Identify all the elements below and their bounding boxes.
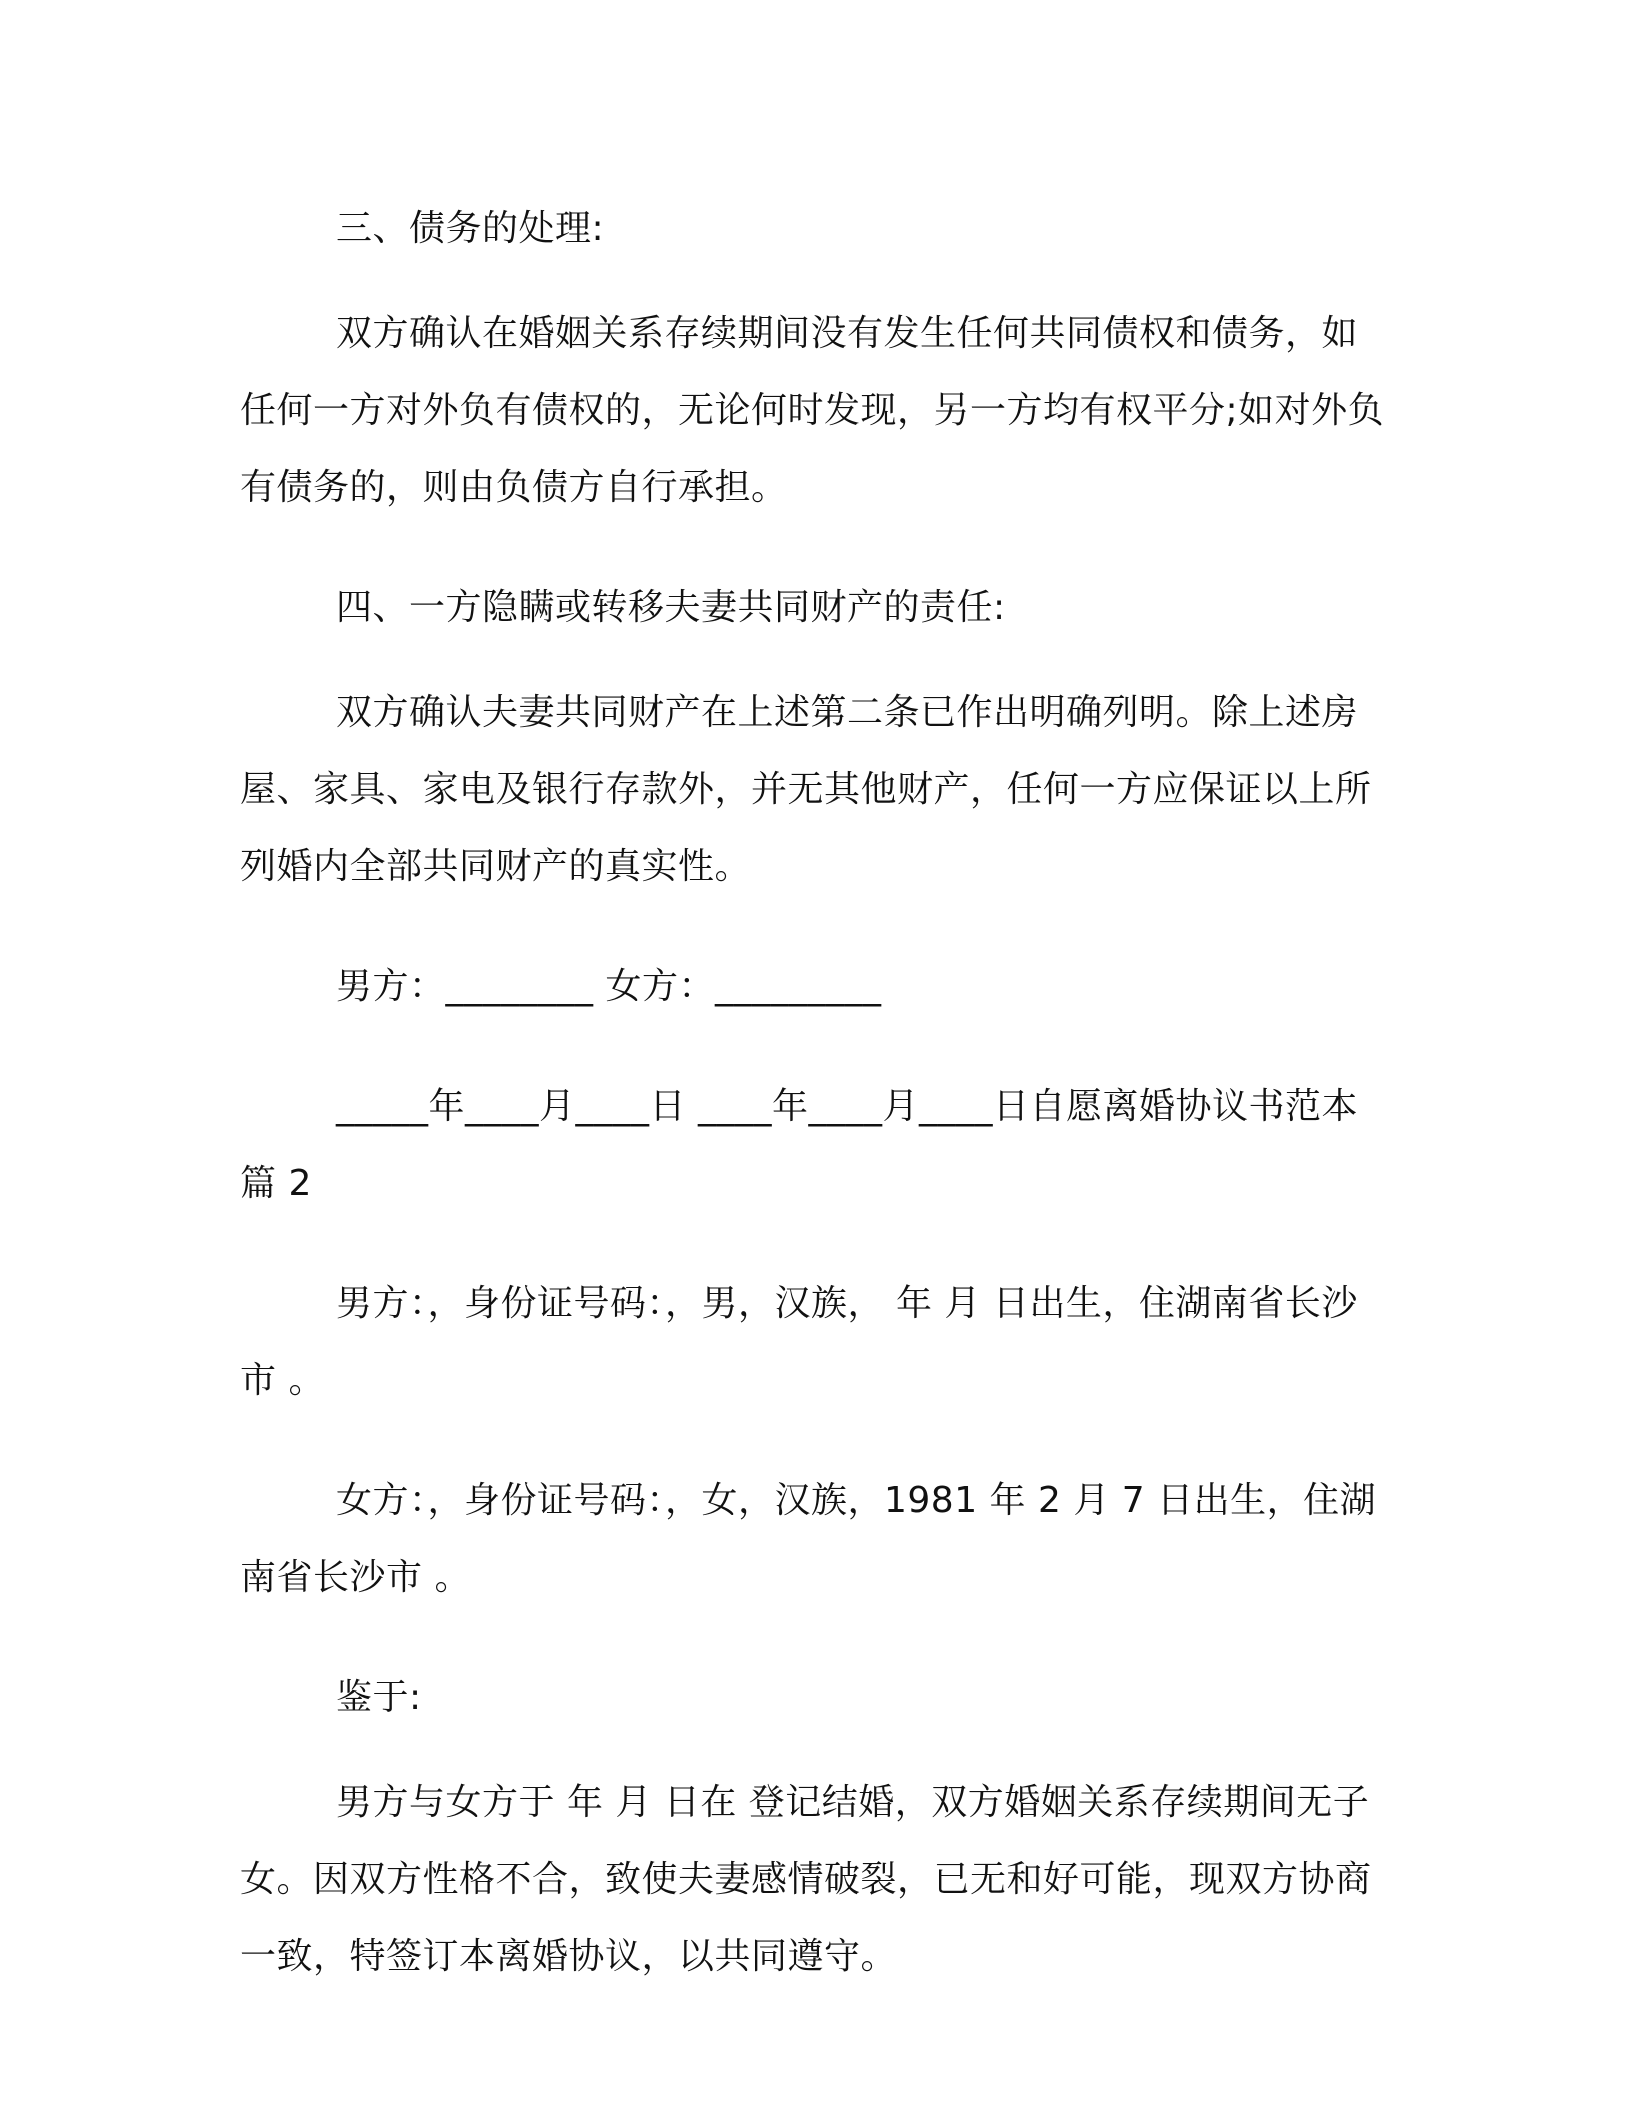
date-line-and-title: _____年____月____日 ____年____月____日自愿离婚协议书范本 篇 2 [240, 1086, 1370, 1204]
section-heading-debt: 三、债务的处理: [336, 208, 605, 249]
document-body [240, 190, 1390, 2038]
paragraph-recital: 男方与女方于 年 月 日在 登记结婚，双方婚姻关系存续期间无子女。因双方性格不合，致使夫妻感情破裂，已无和好可能，现双方协商一致，特签订本离婚协议，以共同遵守。 [240, 1782, 1372, 1977]
paragraph-property-clause: 双方确认夫妻共同财产在上述第二条已作出明确列明。除上述房屋、家具、家电及银行存款外，并无其他财产，任何一方应保证以上所列婚内全部共同财产的真实性。 [240, 692, 1372, 887]
party-female-info: 女方：，身份证号码：，女，汉族，1981 年 2 月 7 日出生，住湖南省长沙市 。 [240, 1480, 1377, 1598]
party-male-info: 男方：，身份证号码：，男，汉族， 年 月 日出生，住湖南省长沙市 。 [240, 1283, 1358, 1401]
section-heading-concealment: 四、一方隐瞒或转移夫妻共同财产的责任: [336, 587, 1006, 628]
signature-line: 男方：________ 女方：_________ [336, 966, 882, 1007]
whereas-heading: 鉴于: [336, 1677, 422, 1718]
paragraph-debt-clause: 双方确认在婚姻关系存续期间没有发生任何共同债权和债务，如任何一方对外负有债权的，无论何时发现，另一方均有权平分;如对外负有债务的，则由负债方自行承担。 [240, 313, 1385, 508]
